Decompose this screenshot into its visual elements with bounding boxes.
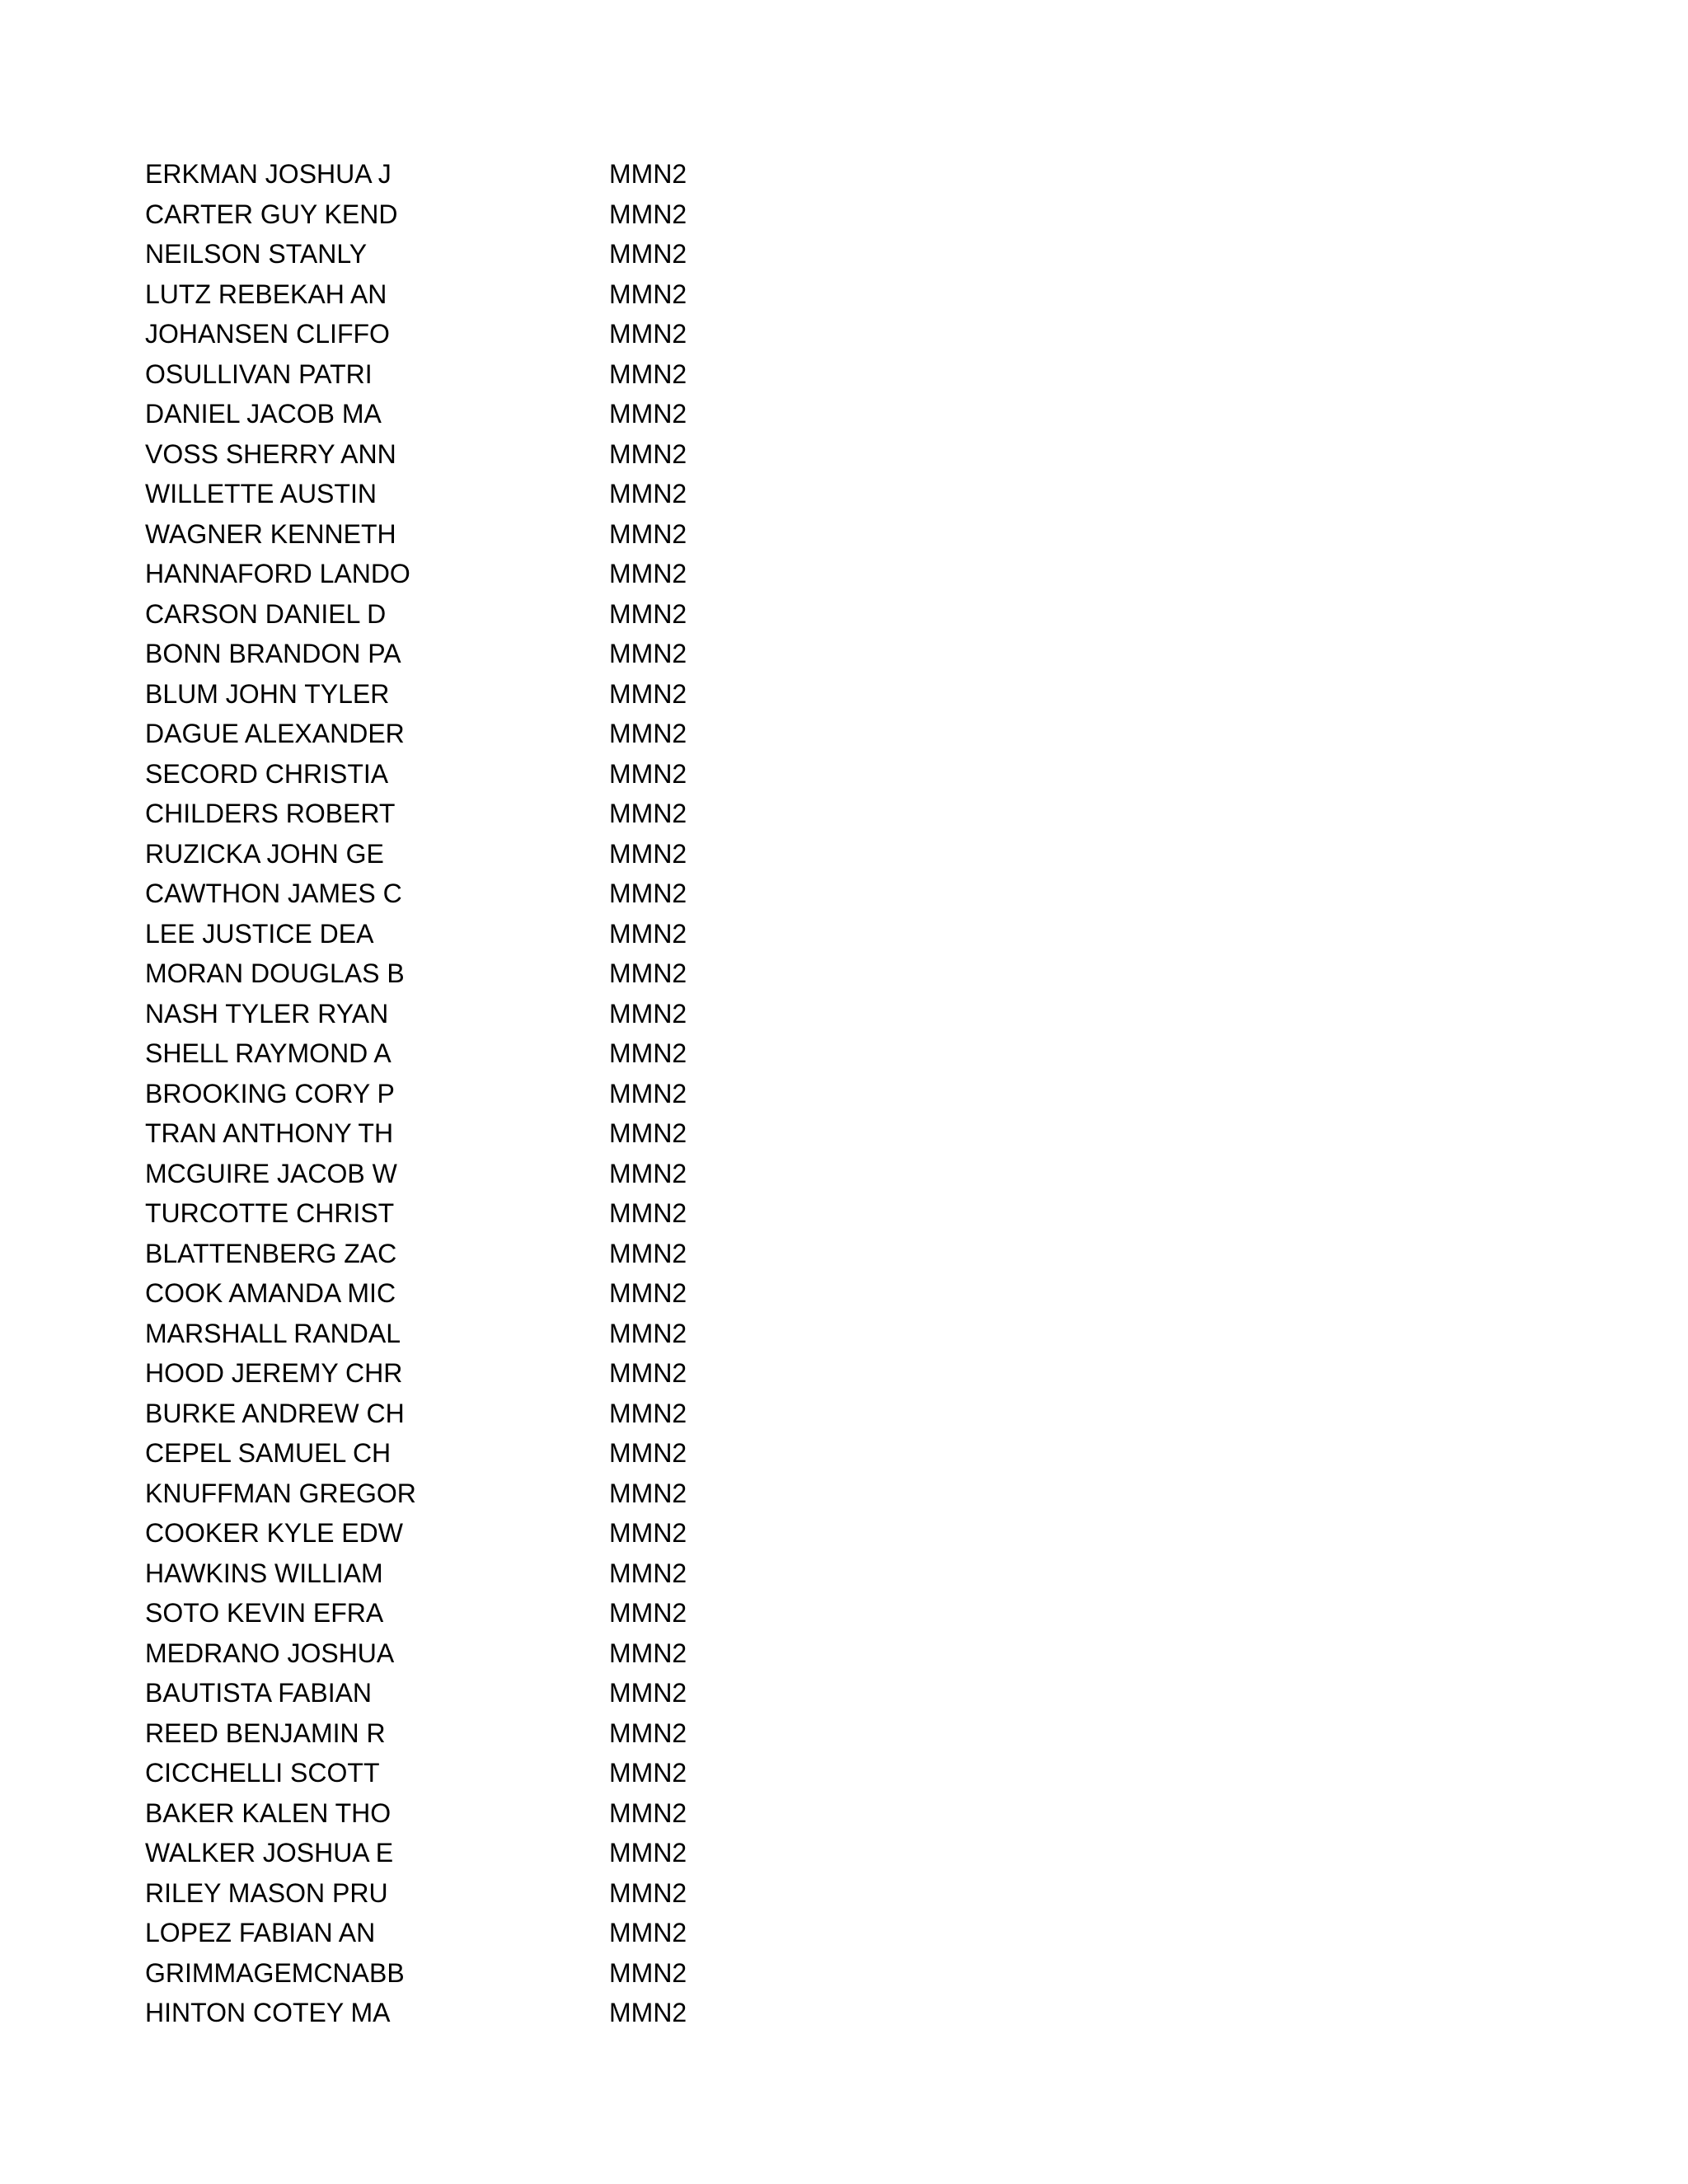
list-item [145, 1913, 804, 1953]
list-item [145, 1753, 804, 1793]
rate-code: MMN2 [609, 1558, 687, 1588]
person-name: CARSON DANIEL D [145, 598, 387, 629]
list-item [145, 154, 804, 194]
rate-code: MMN2 [609, 319, 687, 349]
rate-code: MMN2 [609, 1478, 687, 1508]
person-name: BAKER KALEN THO [145, 1797, 392, 1828]
rate-code: MMN2 [609, 1198, 687, 1229]
person-name: BAUTISTA FABIAN [145, 1678, 373, 1708]
person-name: CHILDERS ROBERT [145, 799, 396, 829]
person-name: WAGNER KENNETH [145, 518, 396, 549]
rate-code: MMN2 [609, 1718, 687, 1748]
list-item [145, 1074, 804, 1114]
list-item [145, 1633, 804, 1674]
list-item [145, 474, 804, 514]
list-item [145, 1154, 804, 1194]
person-name: OSULLIVAN PATRI [145, 359, 373, 389]
rate-code: MMN2 [609, 1238, 687, 1268]
rate-code: MMN2 [609, 1438, 687, 1469]
person-name: VOSS SHERRY ANN [145, 438, 396, 469]
list-item [145, 754, 804, 794]
person-name: NASH TYLER RYAN [145, 998, 389, 1029]
list-item [145, 1953, 804, 1994]
person-name: WALKER JOSHUA E [145, 1838, 394, 1868]
list-item [145, 914, 804, 954]
rate-code: MMN2 [609, 838, 687, 869]
rate-code: MMN2 [609, 1038, 687, 1069]
list-item [145, 714, 804, 754]
person-name: LEE JUSTICE DEA [145, 918, 374, 949]
list-item [145, 634, 804, 674]
rate-code: MMN2 [609, 799, 687, 829]
list-item [145, 1673, 804, 1713]
list-item [145, 314, 804, 354]
rate-code: MMN2 [609, 1398, 687, 1428]
list-item [145, 434, 804, 475]
person-name: MARSHALL RANDAL [145, 1318, 401, 1348]
list-item [145, 1993, 804, 2033]
rate-code: MMN2 [609, 199, 687, 229]
rate-code: MMN2 [609, 879, 687, 909]
list-item [145, 1513, 804, 1554]
person-name: ERKMAN JOSHUA J [145, 159, 392, 190]
rate-code: MMN2 [609, 918, 687, 949]
list-item [145, 274, 804, 315]
person-name: RILEY MASON PRU [145, 1877, 388, 1908]
rate-code: MMN2 [609, 1278, 687, 1309]
list-item [145, 834, 804, 874]
rate-code: MMN2 [609, 1838, 687, 1868]
rate-code: MMN2 [609, 1918, 687, 1948]
person-name: CAWTHON JAMES C [145, 879, 402, 909]
rate-code: MMN2 [609, 758, 687, 789]
person-name: MEDRANO JOSHUA [145, 1638, 395, 1668]
rate-code: MMN2 [609, 719, 687, 749]
person-name: BLATTENBERG ZAC [145, 1238, 397, 1268]
person-name: BURKE ANDREW CH [145, 1398, 405, 1428]
person-name: REED BENJAMIN R [145, 1718, 386, 1748]
person-name: MCGUIRE JACOB W [145, 1158, 397, 1188]
rate-code: MMN2 [609, 1638, 687, 1668]
person-name: LUTZ REBEKAH AN [145, 279, 387, 309]
person-name: MORAN DOUGLAS B [145, 958, 405, 989]
rate-code: MMN2 [609, 359, 687, 389]
person-name: GRIMMAGEMCNABB [145, 1957, 405, 1988]
list-item [145, 1314, 804, 1354]
list-item [145, 874, 804, 914]
list-item [145, 234, 804, 274]
person-name: CARTER GUY KEND [145, 199, 398, 229]
rate-code: MMN2 [609, 1758, 687, 1788]
list-item [145, 554, 804, 594]
list-item [145, 1554, 804, 1594]
person-name: BONN BRANDON PA [145, 639, 401, 669]
rate-code: MMN2 [609, 159, 687, 190]
list-item [145, 1033, 804, 1074]
person-name: BLUM JOHN TYLER [145, 678, 390, 709]
rate-code: MMN2 [609, 518, 687, 549]
list-item [145, 1833, 804, 1873]
rate-code: MMN2 [609, 559, 687, 589]
person-name: CEPEL SAMUEL CH [145, 1438, 392, 1469]
person-name: RUZICKA JOHN GE [145, 838, 384, 869]
rate-code: MMN2 [609, 958, 687, 989]
person-name: HINTON COTEY MA [145, 1998, 391, 2028]
list-item [145, 794, 804, 834]
list-item [145, 1113, 804, 1154]
rate-code: MMN2 [609, 598, 687, 629]
list-item [145, 1273, 804, 1314]
list-item [145, 674, 804, 715]
rate-code: MMN2 [609, 678, 687, 709]
rate-code: MMN2 [609, 1998, 687, 2028]
list-item [145, 514, 804, 555]
rate-code: MMN2 [609, 1158, 687, 1188]
rate-code: MMN2 [609, 1678, 687, 1708]
list-item [145, 354, 804, 395]
rate-code: MMN2 [609, 399, 687, 429]
person-name: COOKER KYLE EDW [145, 1518, 403, 1549]
person-name: DANIEL JACOB MA [145, 399, 382, 429]
rate-code: MMN2 [609, 1118, 687, 1149]
rate-code: MMN2 [609, 1518, 687, 1549]
person-name: COOK AMANDA MIC [145, 1278, 396, 1309]
list-item [145, 1234, 804, 1274]
list-item [145, 394, 804, 434]
person-name: JOHANSEN CLIFFO [145, 319, 390, 349]
person-name: HOOD JEREMY CHR [145, 1358, 403, 1389]
list-item [145, 1353, 804, 1394]
person-name: CICCHELLI SCOTT [145, 1758, 380, 1788]
person-name: TRAN ANTHONY TH [145, 1118, 394, 1149]
rate-code: MMN2 [609, 639, 687, 669]
list-item [145, 994, 804, 1034]
roster-list [145, 154, 804, 2033]
list-item [145, 954, 804, 994]
rate-code: MMN2 [609, 1358, 687, 1389]
list-item [145, 594, 804, 635]
person-name: WILLETTE AUSTIN [145, 479, 377, 509]
rate-code: MMN2 [609, 1877, 687, 1908]
rate-code: MMN2 [609, 998, 687, 1029]
list-item [145, 1713, 804, 1754]
list-item [145, 1873, 804, 1914]
person-name: HAWKINS WILLIAM [145, 1558, 383, 1588]
rate-code: MMN2 [609, 479, 687, 509]
person-name: SHELL RAYMOND A [145, 1038, 392, 1069]
person-name: HANNAFORD LANDO [145, 559, 410, 589]
person-name: KNUFFMAN GREGOR [145, 1478, 416, 1508]
person-name: TURCOTTE CHRIST [145, 1198, 395, 1229]
person-name: SECORD CHRISTIA [145, 758, 389, 789]
rate-code: MMN2 [609, 1318, 687, 1348]
rate-code: MMN2 [609, 1957, 687, 1988]
rate-code: MMN2 [609, 438, 687, 469]
person-name: DAGUE ALEXANDER [145, 719, 405, 749]
rate-code: MMN2 [609, 239, 687, 269]
rate-code: MMN2 [609, 1598, 687, 1629]
person-name: NEILSON STANLY [145, 239, 368, 269]
list-item [145, 1394, 804, 1434]
person-name: SOTO KEVIN EFRA [145, 1598, 384, 1629]
list-item [145, 1474, 804, 1514]
rate-code: MMN2 [609, 1078, 687, 1108]
list-item [145, 1433, 804, 1474]
rate-code: MMN2 [609, 1797, 687, 1828]
person-name: BROOKING CORY P [145, 1078, 395, 1108]
rate-code: MMN2 [609, 279, 687, 309]
list-item [145, 1193, 804, 1234]
list-item [145, 194, 804, 235]
person-name: LOPEZ FABIAN AN [145, 1918, 376, 1948]
list-item [145, 1793, 804, 1834]
list-item [145, 1593, 804, 1633]
